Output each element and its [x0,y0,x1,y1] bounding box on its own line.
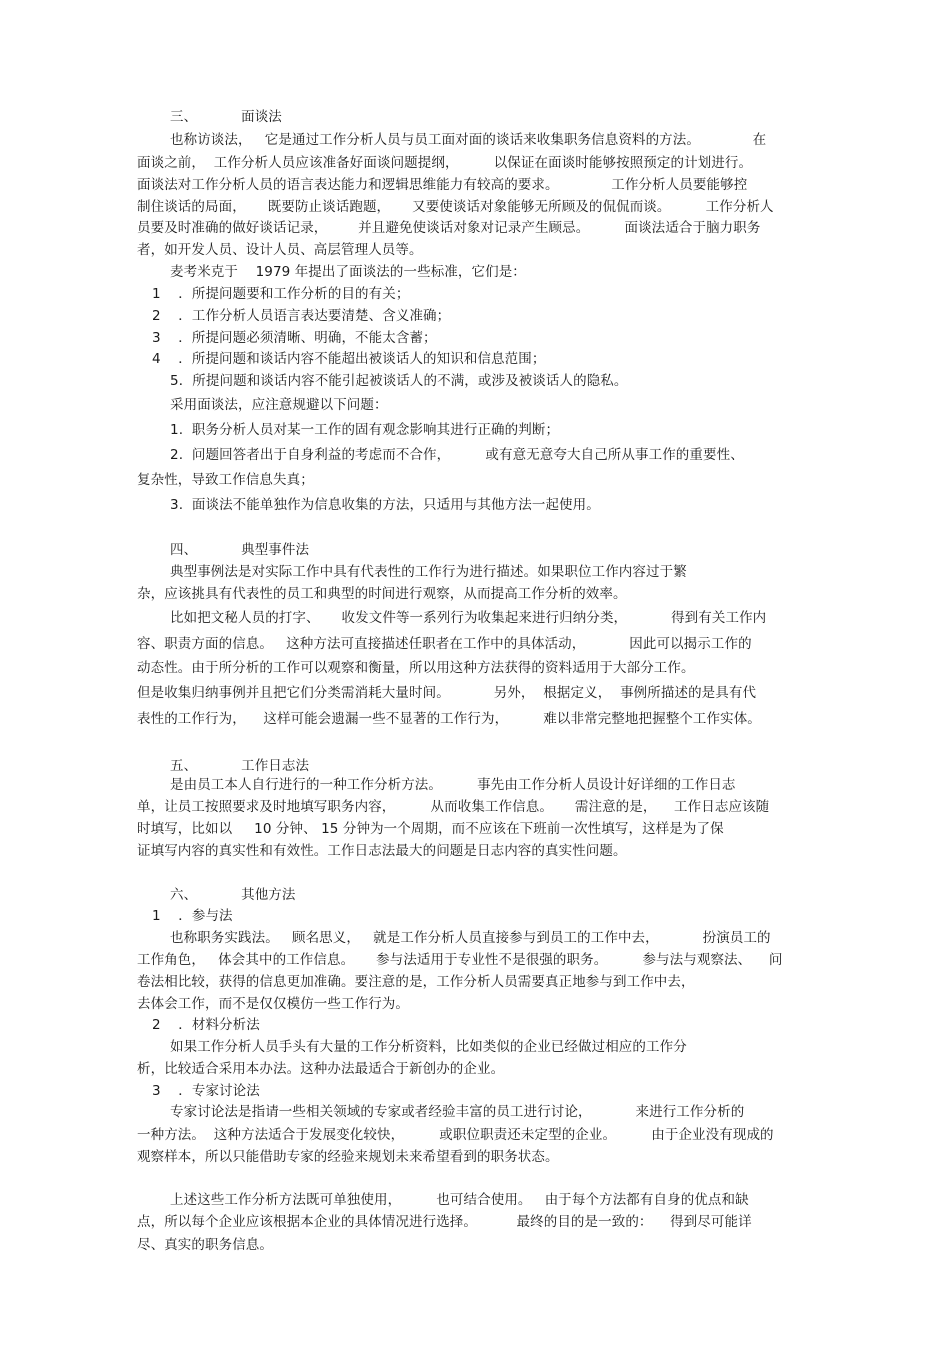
text-line: 如果工作分析人员手头有大量的工作分析资料，比如类似的企业已经做过相应的工作分 [170,1039,687,1055]
text-line: 点，所以每个企业应该根据本企业的具体情况进行选择。 最终的目的是一致的： 得到尽可能详 [137,1214,752,1230]
list-item: 4 ．所提问题和谈话内容不能超出被谈话人的知识和信息范围； [152,351,546,367]
text-line: 动态性。由于所分析的工作可以观察和衡量，所以用这种方法获得的资料适用于大部分工作。 [137,660,695,676]
list-item: 2 ．工作分析人员语言表达要清楚、含义准确； [152,308,451,324]
list-item: 5．所提问题和谈话内容不能引起被谈话人的不满，或涉及被谈话人的隐私。 [170,373,628,389]
subheading: 1 ．参与法 [152,908,233,924]
text-line: 卷法相比较，获得的信息更加准确。要注意的是，工作分析人员需要真正地参与到工作中去， [137,974,695,990]
text-line: 比如把文秘人员的打字、 收发文件等一系列行为收集起来进行归纳分类， 得到有关工作内 [170,610,767,626]
text-line: 麦考米克于 1979 年提出了面谈法的一些标准，它们是： [170,264,526,280]
text-line: 也称职务实践法。 顾名思义， 就是工作分析人员直接参与到员工的工作中去， 扮演员工的 [170,930,771,946]
text-line: 证填写内容的真实性和有效性。工作日志法最大的问题是日志内容的真实性问题。 [137,843,627,859]
subheading: 2 ．材料分析法 [152,1017,260,1033]
text-line: 复杂性，导致工作信息失真； [137,472,314,488]
list-item: 1 ．所提问题要和工作分析的目的有关； [152,286,410,302]
section-heading: 三、 面谈法 [170,109,282,125]
text-line: 也称访谈法， 它是通过工作分析人员与员工面对面的谈话来收集职务信息资料的方法。 在 [170,132,767,148]
list-item: 1. 职务分析人员对某一工作的固有观念影响其进行正确的判断； [170,422,560,438]
text-line: 者，如开发人员、设计人员、高层管理人员等。 [137,242,423,258]
text-line: 一种方法。 这种方法适合于发展变化较快， 或职位职责还未定型的企业。 由于企业没有现成的 [137,1127,774,1143]
text-line: 去体会工作，而不是仅仅模仿一些工作行为。 [137,996,409,1012]
text-line: 是由员工本人自行进行的一种工作分析方法。 事先由工作分析人员设计好详细的工作日志 [170,777,736,793]
text-line: 杂，应该挑具有代表性的员工和典型的时间进行观察，从而提高工作分析的效率。 [137,586,627,602]
text-line: 面谈法对工作分析人员的语言表达能力和逻辑思维能力有较高的要求。 工作分析人员要能够控 [137,177,748,193]
text-line: 容、职责方面的信息。 这种方法可直接描述任职者在工作中的具体活动， 因此可以揭示工作的 [137,636,752,652]
list-item: 2. 问题回答者出于自身利益的考虑而不合作， 或有意无意夸大自己所从事工作的重要性、 [170,447,744,463]
text-line: 面谈之前， 工作分析人员应该准备好面谈问题提纲， 以保证在面谈时能够按照预定的计划进行。 [137,155,753,171]
text-line: 专家讨论法是指请一些相关领域的专家或者经验丰富的员工进行讨论， 来进行工作分析的 [170,1104,745,1120]
text-line: 典型事例法是对实际工作中具有代表性的工作行为进行描述。如果职位工作内容过于繁 [170,564,687,580]
text-line: 尽、真实的职务信息。 [137,1237,273,1253]
text-line: 制住谈话的局面， 既要防止谈话跑题， 又要使谈话对象能够无所顾及的侃侃而谈。 工作分析人 [137,199,774,215]
text-line: 观察样本，所以只能借助专家的经验来规划未来希望看到的职务状态。 [137,1149,559,1165]
text-line: 时填写，比如以 10 分钟、 15 分钟为一个周期，而不应该在下班前一次性填写，这样是为了保 [137,821,724,837]
text-line: 上述这些工作分析方法既可单独使用， 也可结合使用。 由于每个方法都有自身的优点和缺 [170,1192,749,1208]
list-item: 3. 面谈法不能单独作为信息收集的方法，只适用与其他方法一起使用。 [170,497,600,513]
text-line: 表性的工作行为， 这样可能会遗漏一些不显著的工作行为， 难以非常完整地把握整个工作实体。 [137,711,761,727]
text-line: 析，比较适合采用本办法。这种办法最适合于新创办的企业。 [137,1061,505,1077]
text-line: 单，让员工按照要求及时地填写职务内容， 从而收集工作信息。 需注意的是， 工作日志应该随 [137,799,770,815]
section-heading: 六、 其他方法 [170,887,296,903]
text-line: 工作角色， 体会其中的工作信息。 参与法适用于专业性不是很强的职务。 参与法与观察法、 问 [137,952,783,968]
text-line: 但是收集归纳事例并且把它们分类需消耗大量时间。 另外， 根据定义， 事例所描述的是具有代 [137,685,757,701]
text-line: 员要及时准确的做好谈话记录， 并且避免使谈话对象对记录产生顾忌。 面谈法适合于脑力职务 [137,220,761,236]
section-heading: 五、 工作日志法 [170,758,310,774]
subheading: 3 ．专家讨论法 [152,1083,260,1099]
section-heading: 四、 典型事件法 [170,542,310,558]
text-line: 采用面谈法，应注意规避以下问题： [170,397,388,413]
list-item: 3 ．所提问题必须清晰、明确，不能太含蓄； [152,330,437,346]
